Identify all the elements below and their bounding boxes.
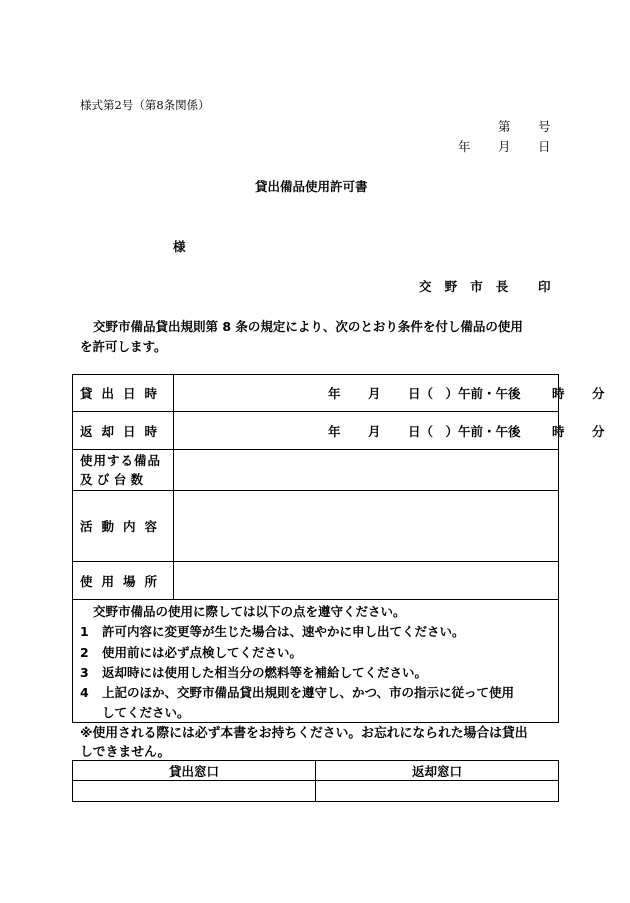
table-row — [73, 375, 559, 412]
dt-minute: 分 — [592, 423, 605, 439]
items-cell[interactable] — [174, 450, 559, 491]
notice-item: 1 許可内容に変更等が生じた場合は、速やかに申し出てください。 — [80, 624, 465, 640]
place-label: 使用場所 — [80, 573, 167, 589]
table-row — [73, 781, 559, 802]
date-year: 年 — [458, 139, 471, 154]
dt-year: 年 — [328, 386, 341, 401]
table-row — [73, 412, 559, 450]
row-label — [73, 562, 174, 600]
dt-hour: 時 — [552, 386, 565, 401]
seal-mark: 印 — [538, 279, 551, 294]
dt-day: 日（ ） — [408, 423, 459, 439]
notice-item: 2 使用前には必ず点検してください。 — [80, 644, 303, 660]
warning-line-2: しできません。 — [80, 745, 171, 760]
dt-hour: 時 — [552, 423, 565, 439]
items-label-line-2: 及 び 台 数 — [80, 472, 144, 487]
return-date-label: 返却日時 — [80, 423, 167, 439]
issuer-name: 交 野 市 長 — [419, 279, 513, 294]
dt-day: 日（ ） — [408, 386, 459, 401]
activity-label: 活動内容 — [80, 519, 167, 534]
table-row — [73, 562, 559, 600]
intro-line-2: を許可します。 — [80, 339, 167, 354]
items-label-line-1: 使用する備品 — [80, 453, 162, 468]
notice-item: 3 返却時には使用した相当分の燃料等を補給してください。 — [80, 664, 428, 680]
row-label — [73, 491, 174, 562]
window-table — [72, 760, 559, 802]
page-title: 貸出備品使用許可書 — [255, 179, 368, 194]
dt-ampm: 午前・午後 — [458, 386, 521, 401]
lend-datetime-cell[interactable] — [174, 375, 605, 412]
dt-year: 年 — [328, 423, 341, 439]
return-window-cell[interactable] — [316, 781, 559, 802]
dt-month: 月 — [368, 423, 381, 439]
notice-cell — [73, 600, 559, 723]
date-day: 日 — [538, 139, 551, 154]
doc-number-prefix: 第 — [498, 119, 511, 134]
lend-window-header: 貸出窓口 — [73, 761, 316, 781]
notice-item-continuation: してください。 — [102, 705, 190, 721]
notice-item: 4 上記のほか、交野市備品貸出規則を遵守し、かつ、市の指示に従って使用 — [80, 685, 515, 701]
notice-intro: 交野市備品の使用に際しては以下の点を遵守ください。 — [93, 604, 406, 619]
date-month: 月 — [498, 139, 511, 154]
row-label — [73, 450, 174, 491]
table-row — [73, 491, 559, 562]
recipient-suffix: 様 — [173, 239, 186, 254]
lend-window-cell[interactable] — [73, 781, 316, 802]
permit-table — [72, 374, 605, 723]
lend-date-label: 貸出日時 — [80, 386, 167, 401]
doc-number-suffix: 号 — [538, 119, 551, 134]
activity-cell[interactable] — [174, 491, 559, 562]
form-number-label: 様式第2号（第8条関係） — [80, 98, 210, 112]
table-row — [73, 450, 559, 491]
place-cell[interactable] — [174, 562, 559, 600]
table-row — [73, 761, 559, 781]
dt-minute: 分 — [592, 386, 605, 401]
intro-line-1: 交野市備品貸出規則第 8 条の規定により、次のとおり条件を付し備品の使用 — [93, 319, 523, 334]
row-label — [73, 412, 174, 450]
notice-row — [73, 600, 559, 723]
return-window-header: 返却窓口 — [316, 761, 559, 781]
return-datetime-cell[interactable] — [174, 412, 605, 450]
row-label — [73, 375, 174, 412]
dt-ampm: 午前・午後 — [458, 423, 521, 439]
dt-month: 月 — [368, 386, 381, 401]
warning-line-1: ※使用される際には必ず本書をお持ちください。お忘れになられた場合は貸出 — [80, 726, 528, 741]
